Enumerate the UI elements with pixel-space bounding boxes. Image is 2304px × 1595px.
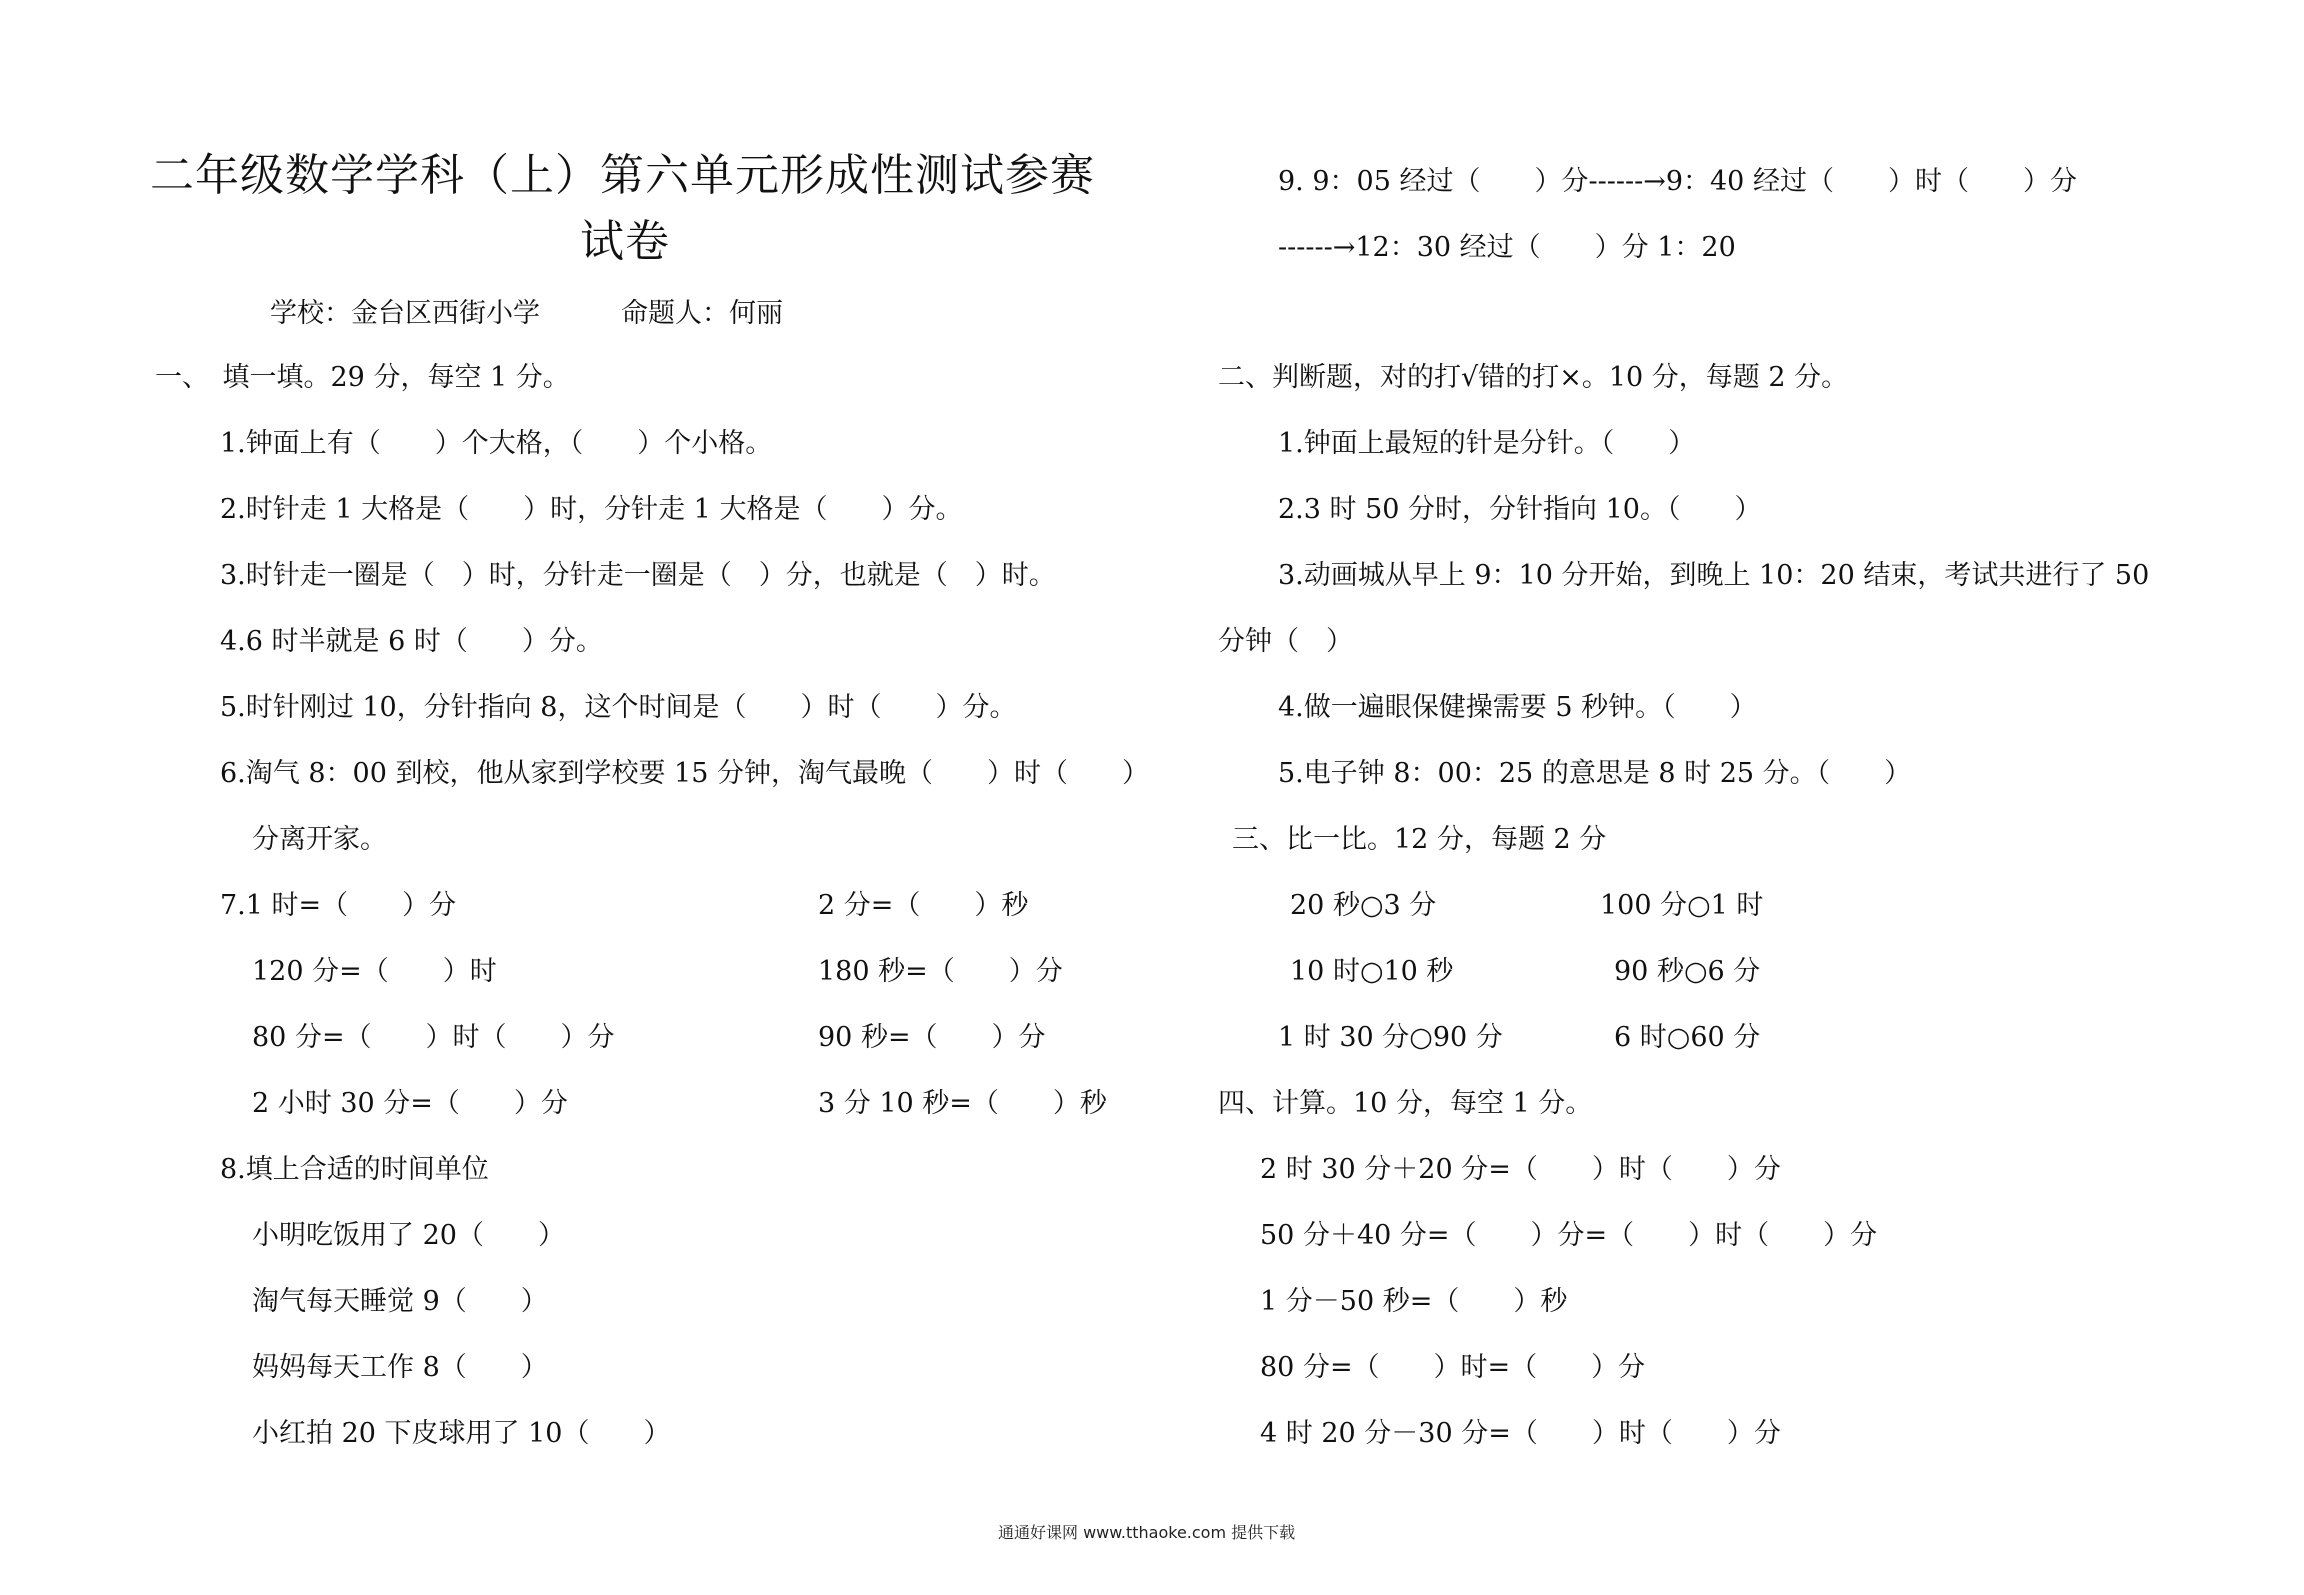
question-2: 2.时针走 1 大格是（ ）时，分针走 1 大格是（ ）分。 [220,494,963,525]
footer-credit: 通通好课网 www.tthaoke.com 提供下载 [998,1523,1296,1542]
compare-2a: 10 时○10 秒 [1290,956,1454,987]
judge-4: 4.做一遍眼保健操需要 5 秒钟。（ ） [1278,692,1757,723]
section3-header: 三、比一比。12 分，每题 2 分 [1232,824,1607,855]
question-9-line1: 9. 9：05 经过（ ）分------→9：40 经过（ ）时（ ）分 [1278,166,2077,197]
judge-3-line2: 分钟（ ） [1218,626,1353,657]
section1-header: 一、 填一填。29 分，每空 1 分。 [155,362,570,393]
question-7-item-1a: 7.1 时=（ ）分 [220,890,457,921]
calc-1: 2 时 30 分＋20 分=（ ）时（ ）分 [1260,1154,1781,1185]
question-7-item-3b: 90 秒=（ ）分 [818,1022,1046,1053]
question-7-item-2b: 180 秒=（ ）分 [818,956,1063,987]
judge-1: 1.钟面上最短的针是分针。（ ） [1278,428,1696,459]
question-6-line1: 6.淘气 8：00 到校，他从家到学校要 15 分钟，淘气最晚（ ）时（ ） [220,758,1149,789]
question-8-item-4: 小红拍 20 下皮球用了 10（ ） [252,1418,671,1449]
question-8-item-1: 小明吃饭用了 20（ ） [252,1220,565,1251]
judge-2: 2.3 时 50 分时，分针指向 10。（ ） [1278,494,1762,525]
calc-3: 1 分－50 秒=（ ）秒 [1260,1286,1568,1317]
question-3: 3.时针走一圈是（ ）时，分针走一圈是（ ）分，也就是（ ）时。 [220,560,1056,591]
question-8-item-3: 妈妈每天工作 8（ ） [252,1352,548,1383]
question-9-line2: ------→12：30 经过（ ）分 1：20 [1278,232,1736,263]
section2-header: 二、判断题，对的打√错的打×。10 分，每题 2 分。 [1218,362,1849,393]
compare-3b: 6 时○60 分 [1614,1022,1761,1053]
question-8: 8.填上合适的时间单位 [220,1154,489,1185]
question-7-item-4a: 2 小时 30 分=（ ）分 [252,1088,568,1119]
question-4: 4.6 时半就是 6 时（ ）分。 [220,626,603,657]
calc-2: 50 分＋40 分=（ ）分=（ ）时（ ）分 [1260,1220,1878,1251]
compare-1b: 100 分○1 时 [1600,890,1764,921]
question-7-item-2a: 120 分=（ ）时 [252,956,497,987]
question-7-item-4b: 3 分 10 秒=（ ）秒 [818,1088,1107,1119]
calc-5: 4 时 20 分－30 分=（ ）时（ ）分 [1260,1418,1781,1449]
question-1: 1.钟面上有（ ）个大格，（ ）个小格。 [220,428,773,459]
question-7-item-1b: 2 分=（ ）秒 [818,890,1029,921]
calc-4: 80 分=（ ）时=（ ）分 [1260,1352,1646,1383]
question-8-item-2: 淘气每天睡觉 9（ ） [252,1286,548,1317]
judge-3-line1: 3.动画城从早上 9：10 分开始，到晚上 10：20 结束，考试共进行了 50 [1278,560,2150,591]
school-author-line: 学校：金台区西街小学 命题人：何丽 [270,298,783,329]
question-5: 5.时针刚过 10，分针指向 8，这个时间是（ ）时（ ）分。 [220,692,1017,723]
page-title-line1: 二年级数学学科（上）第六单元形成性测试参赛 [150,150,1095,201]
section4-header: 四、计算。10 分，每空 1 分。 [1218,1088,1593,1119]
compare-2b: 90 秒○6 分 [1614,956,1761,987]
question-7-item-3a: 80 分=（ ）时（ ）分 [252,1022,615,1053]
judge-5: 5.电子钟 8：00：25 的意思是 8 时 25 分。（ ） [1278,758,1912,789]
compare-3a: 1 时 30 分○90 分 [1278,1022,1503,1053]
compare-1a: 20 秒○3 分 [1290,890,1437,921]
page-title-line2: 试卷 [580,216,670,267]
question-6-line2: 分离开家。 [252,824,387,855]
